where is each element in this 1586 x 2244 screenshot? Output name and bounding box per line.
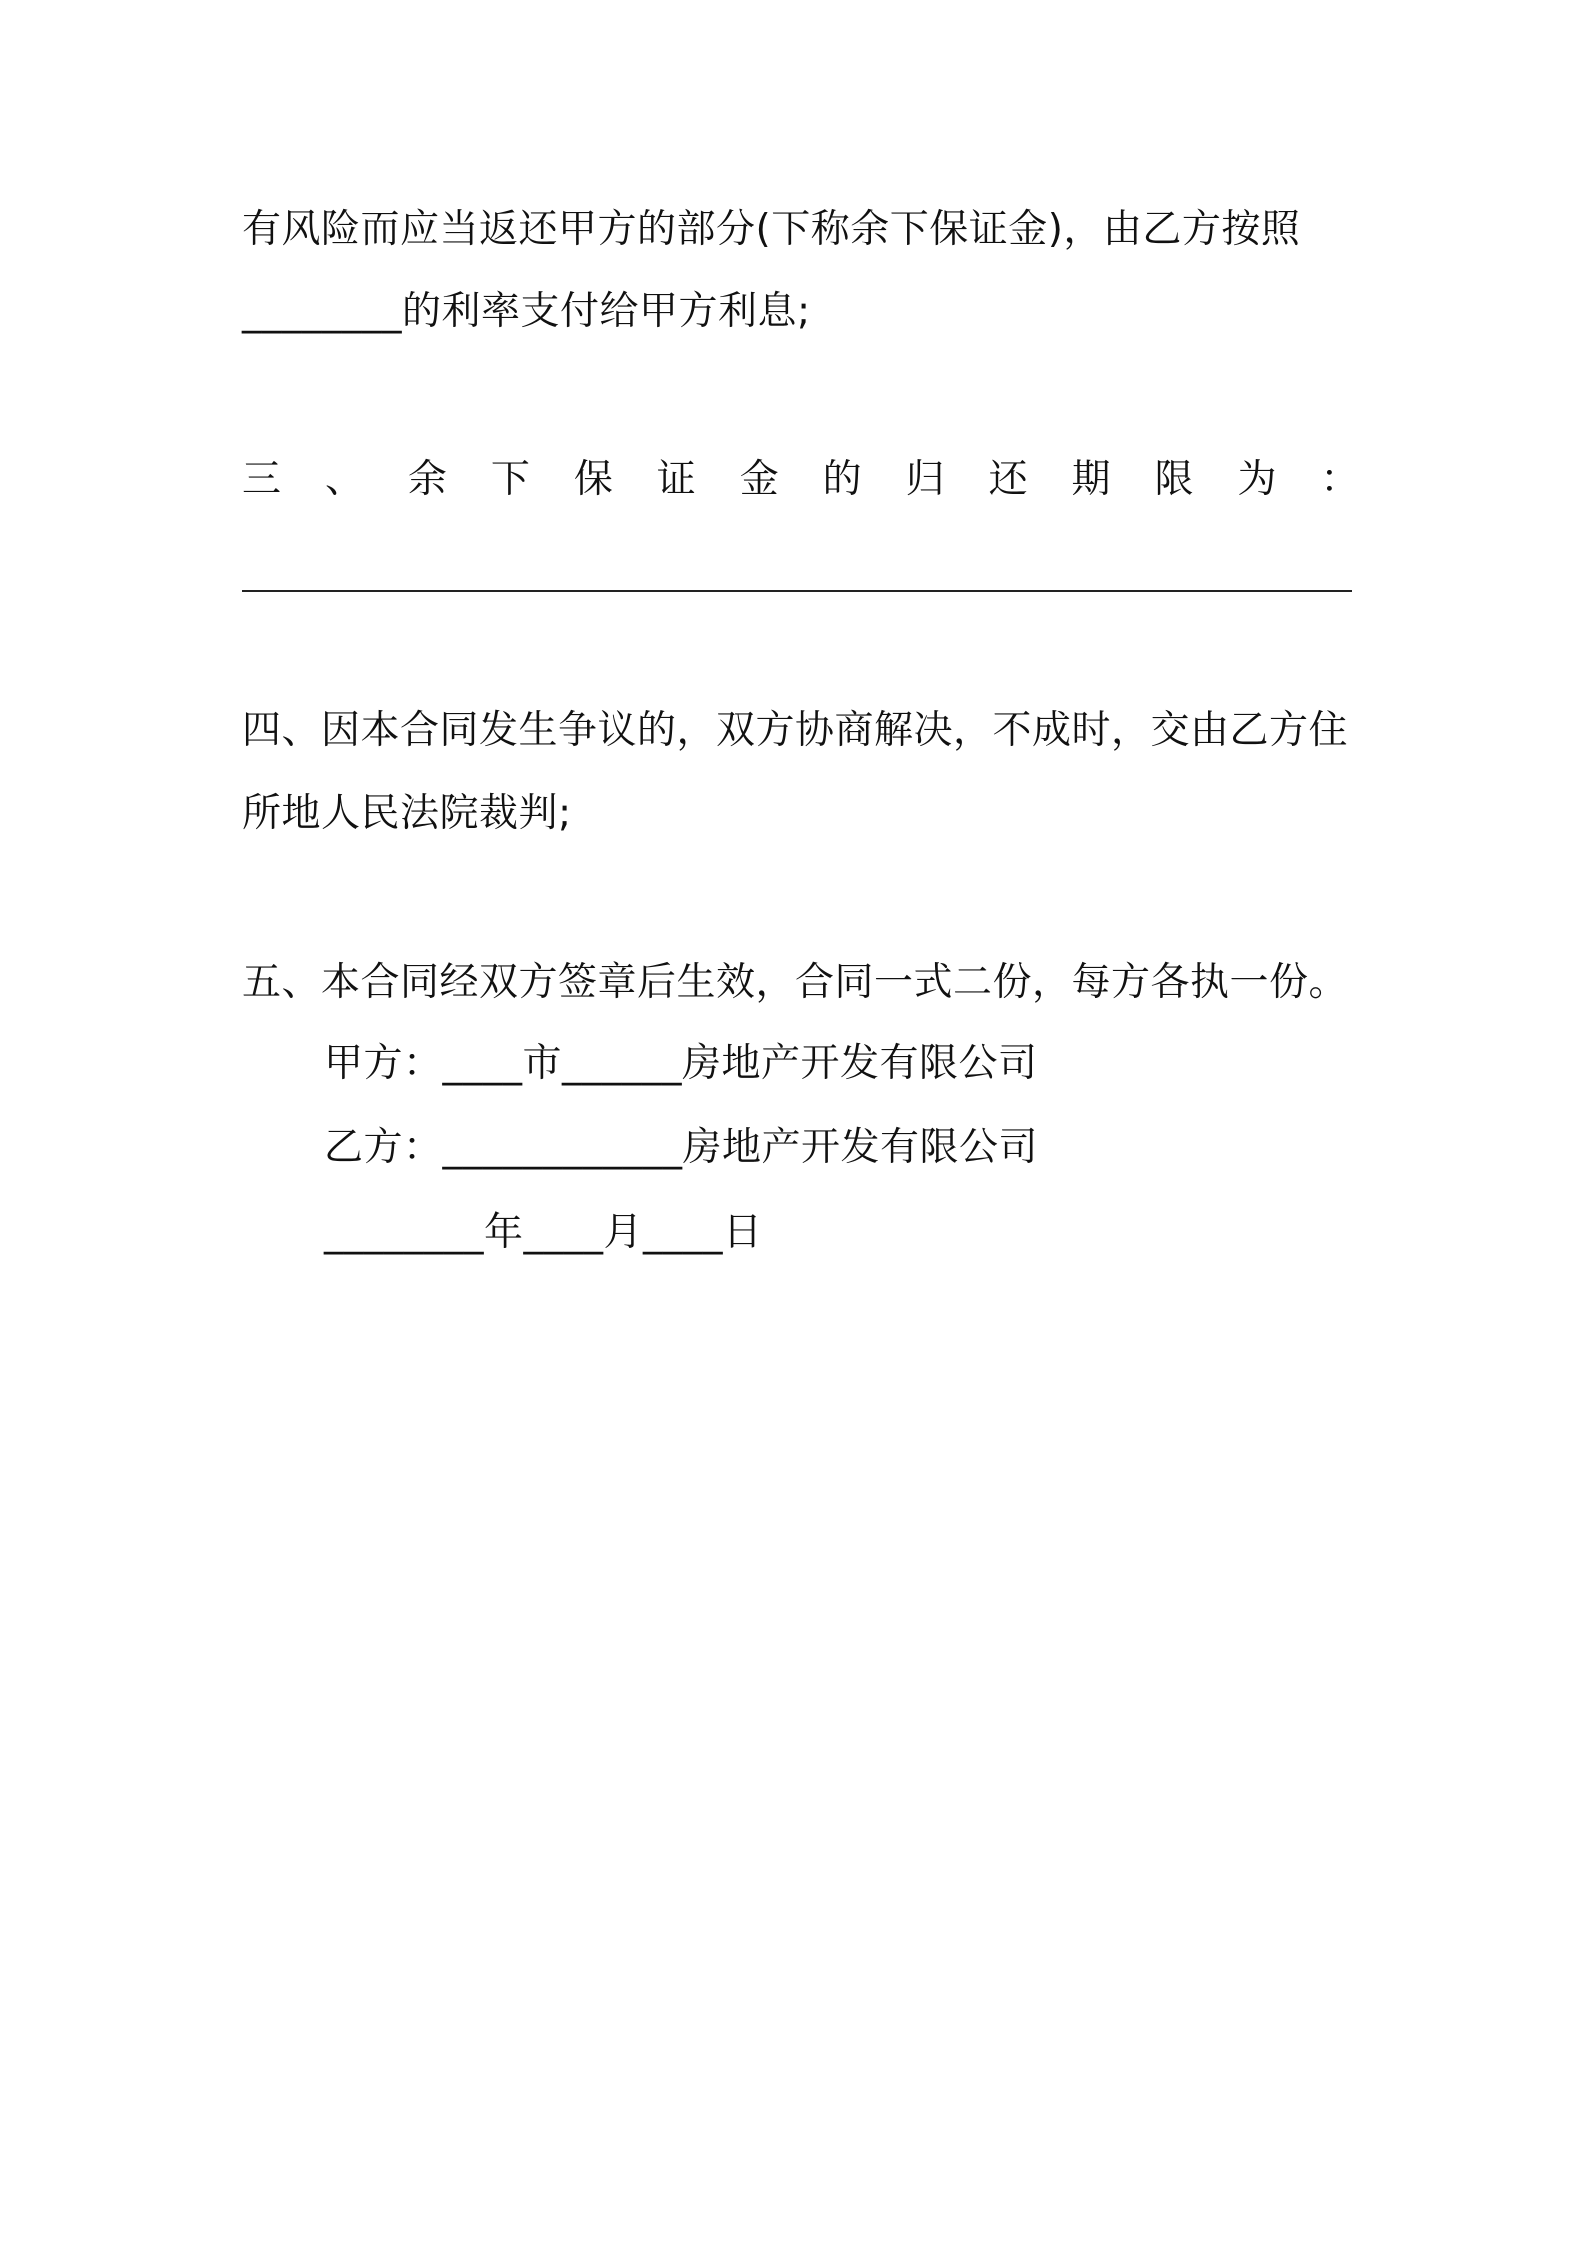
- paragraph-2-line-1: 有风险而应当返还甲方的部分(下称余下保证金)，由乙方按照: [242, 207, 1301, 252]
- heading-char: 的: [822, 457, 863, 502]
- heading-char: 证: [656, 457, 697, 502]
- heading-char: 归: [905, 457, 946, 502]
- heading-char: 余: [407, 457, 448, 502]
- blank-fill-line: [242, 590, 1352, 592]
- signature-date: ________年____月____日: [324, 1210, 763, 1255]
- heading-char: 金: [739, 457, 780, 502]
- heading-char: 还: [988, 457, 1029, 502]
- paragraph-3-heading: [242, 452, 1360, 508]
- paragraph-2-line-2: ________的利率支付给甲方利息;: [242, 289, 811, 334]
- heading-char: 期: [1071, 457, 1112, 502]
- heading-char: 限: [1154, 457, 1194, 502]
- party-a-signature: 甲方：____市______房地产开发有限公司: [324, 1041, 1038, 1086]
- heading-char: 三: [242, 457, 282, 502]
- heading-char: 为: [1237, 457, 1277, 502]
- heading-char: 保: [573, 457, 614, 502]
- paragraph-4-line-1: 四、因本合同发生争议的，双方协商解决，不成时，交由乙方住: [242, 708, 1349, 753]
- heading-char: ：: [1320, 457, 1360, 502]
- paragraph-4-line-2: 所地人民法院裁判;: [242, 791, 572, 836]
- heading-char: 下: [490, 457, 531, 502]
- paragraph-5-line-1: 五、本合同经双方签章后生效，合同一式二份，每方各执一份。: [242, 960, 1349, 1005]
- party-b-signature: 乙方：____________房地产开发有限公司: [324, 1125, 1039, 1170]
- heading-char: 、: [324, 457, 365, 502]
